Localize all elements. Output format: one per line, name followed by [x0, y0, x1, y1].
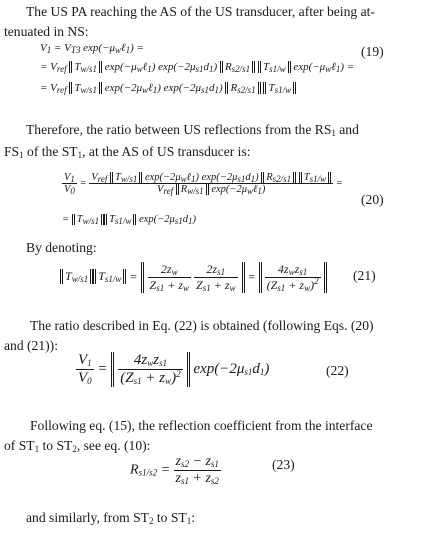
eq22-number: (22) [326, 363, 349, 378]
subscript: 1 [186, 516, 192, 526]
eq20-number: (20) [361, 192, 384, 207]
subscript: 1 [77, 150, 83, 160]
eq23-number: (23) [272, 457, 295, 472]
text-line: The US PA reaching the AS of the US transducer, after being at- [26, 4, 375, 19]
text-fragment: to ST [39, 438, 73, 453]
paragraph-reflection [4, 416, 426, 435]
paragraph-ratio-eq22 [4, 316, 426, 335]
text-line: Following eq. (15), the reflection coefficient from the interface [30, 418, 373, 433]
paragraph-intro [4, 2, 426, 21]
paragraph-intro-cont [4, 22, 426, 41]
text-fragment: of ST [4, 438, 35, 453]
text-fragment: Therefore, the ratio between US reflections from the RS [26, 122, 332, 137]
eq20-line2: = $T_{w/s1}$ $T_{s1/w}$ $\exp(-2\mu_{s1}d_1)$ [62, 214, 197, 226]
paragraph-similarly [26, 508, 195, 527]
subscript: 1 [34, 444, 40, 454]
text-fragment: and similarly, from ST [26, 510, 149, 525]
paragraph-ratio [4, 120, 426, 139]
eq19-number: (19) [361, 44, 384, 59]
text-fragment: and [335, 122, 359, 137]
eq19-line1: $V_1 = V_{T3}$ $\exp(-\mu_w\ell_1)$ = [40, 42, 144, 55]
text-fragment: of the ST [23, 144, 78, 159]
paragraph-denoting [26, 238, 97, 257]
eq19-line2: = $V_{ref}$ $T_{w/s1}$ $\exp(-\mu_w\ell_1)$ $\exp(-2\mu_{s1}d_1)$ $R_{s2/s1}$ $T_{s1/w}$ $\exp(-\mu_w\ell_1)$ = [40, 61, 355, 74]
eq20-line1: $\frac{V_1}{V_0}$ = $\frac{V_{ref} T_{w/s1} \exp(-2\mu_w\ell_1) \exp(-2\mu_{s1}d_1) R_{s2/s1} T_{s1/w}}{V_{ref} R_{w/s1} \exp(-2\mu_w\ell_1)}$ = [64, 172, 343, 196]
text-fragment: , at the AS of US transducer is: [82, 144, 251, 159]
subscript: 2 [148, 516, 154, 526]
subscript: 1 [19, 150, 24, 160]
eq21-number: (21) [353, 268, 376, 283]
text-fragment: to ST [153, 510, 187, 525]
subscript: 2 [72, 444, 77, 454]
eq22-body: $\frac{V_1}{V_0}$ = $\frac{4z_wz_{s1}}{(Z_{s1} + z_w)^2}$ $\exp(-2\mu_{s1}d_1)$ [78, 352, 270, 386]
fraction: $\frac{V_1}{V_0}$ [64, 172, 75, 196]
text-line: tenuated in NS: [4, 24, 89, 39]
text-line: By denoting: [26, 240, 97, 255]
text-fragment: : [191, 510, 195, 525]
paragraph-ratio-cont [4, 142, 426, 161]
eq21-body: $T_{w/s1}$ $T_{s1/w}$ = $\frac{2z_w}{Z_{s1} + z_w}$ $\frac{2z_{s1}}{Z_{s1} + z_w}$ = $\frac{4z_wz_{s1}}{(Z_{s1} + z_w)^2}$ [60, 262, 327, 293]
paragraph-reflection-cont [4, 436, 426, 455]
text-line: and (21)): [4, 338, 58, 353]
text-line: The ratio described in Eq. (22) is obtained (following Eqs. (20) [30, 318, 374, 333]
text-fragment: , see eq. (10): [76, 438, 151, 453]
text-fragment: FS [4, 144, 20, 159]
eq19-line3: = $V_{ref}$ $T_{w/s1}$ $\exp(-2\mu_w\ell_1)$ $\exp(-2\mu_{s1}d_1)$ $R_{s2/s1}$ $T_{s1/w}$ [40, 82, 296, 94]
subscript: 1 [331, 128, 336, 138]
fraction: $\frac{V_{ref} T_{w/s1} \exp(-2\mu_w\ell_1) \exp(-2\mu_{s1}d_1) R_{s2/s1} T_{s1/w}}{V_{ref} R_{w/s1} \exp(-2\mu_w\ell_1)}$ [89, 172, 333, 195]
eq23-body: $R_{s1/s2}$ = $\frac{z_{s2} - z_{s1}}{z_{s1} + z_{s2}}$ [130, 454, 219, 486]
